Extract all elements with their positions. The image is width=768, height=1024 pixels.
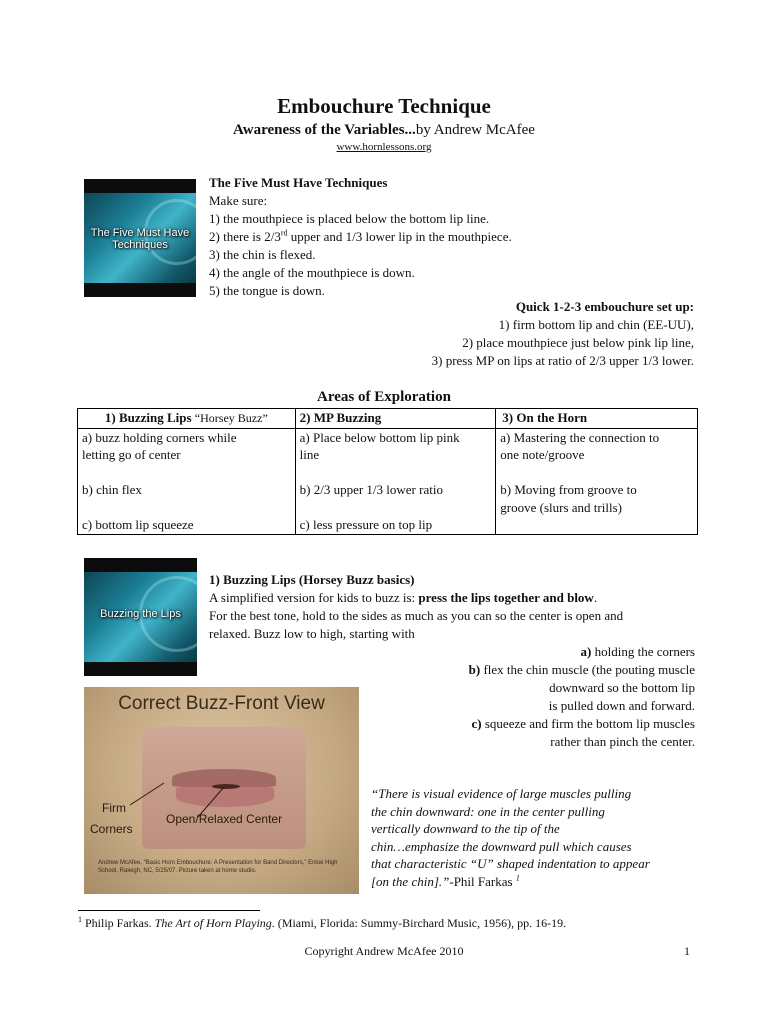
farkas-quote xyxy=(371,785,701,890)
areas-header-buzzing-lips-label: 1) Buzzing Lips xyxy=(104,410,192,425)
technique-item-2 xyxy=(209,228,689,246)
buzzing-heading: 1) Buzzing Lips (Horsey Buzz basics) xyxy=(209,572,415,587)
buzzing-line-1-bold: press the lips together and blow xyxy=(418,590,594,605)
cell-text: b) chin flex xyxy=(82,482,142,497)
five-techniques-image-caption: The Five Must Have Techniques xyxy=(90,227,190,251)
quick-setup-step-3: 3) press MP on lips at ratio of 2/3 upper 1/3 lower. xyxy=(431,353,694,368)
quick-setup-heading: Quick 1-2-3 embouchure set up: xyxy=(515,299,694,314)
copyright-footer: Copyright Andrew McAfee 2010 xyxy=(304,944,464,958)
buzzing-line-3: relaxed. Buzz low to high, starting with xyxy=(209,626,415,641)
step-text: holding the corners xyxy=(591,644,695,659)
step-label: a) xyxy=(580,644,592,659)
buzzing-line-2: For the best tone, hold to the sides as much as you can so the center is open and xyxy=(209,608,624,623)
footnote-book-title: The Art of Horn Playing xyxy=(154,916,272,930)
cell-text: c) bottom lip squeeze xyxy=(82,517,194,532)
technique-item-2-sup: rd xyxy=(280,228,288,238)
quick-setup-step-1: 1) firm bottom lip and chin (EE-UU), xyxy=(498,317,694,332)
cell-text: groove (slurs and trills) xyxy=(500,499,622,515)
technique-item-3: 3) the chin is flexed. xyxy=(209,247,316,262)
areas-header-mp-buzzing: 2) MP Buzzing xyxy=(295,409,496,429)
buzzing-line-1-post: . xyxy=(593,590,598,605)
five-techniques-image xyxy=(84,179,196,297)
document-title: Embouchure Technique xyxy=(277,94,491,118)
quote-attribution: -Phil Farkas xyxy=(449,873,513,889)
buzzing-lips-image-caption: Buzzing the Lips xyxy=(100,608,181,620)
buzzing-line-1-pre: A simplified version for kids to buzz is: xyxy=(209,590,419,605)
buzzing-step-b-cont-2: is pulled down and forward. xyxy=(548,698,695,713)
five-techniques-intro: Make sure: xyxy=(209,193,268,208)
label-center: Open/Relaxed Center xyxy=(166,812,283,826)
quote-line: chin…emphasize the downward pull which causes xyxy=(371,838,632,854)
step-text: squeeze and firm the bottom lip muscles xyxy=(481,716,695,731)
technique-item-4: 4) the angle of the mouthpiece is down. xyxy=(209,265,415,280)
quote-line: “There is visual evidence of large muscles pulling xyxy=(371,786,632,801)
quick-setup-section xyxy=(330,298,694,370)
document-subtitle xyxy=(0,122,768,139)
label-firm: Firm xyxy=(102,801,126,815)
areas-cell-mp-buzzing xyxy=(295,428,496,534)
areas-body-row xyxy=(78,428,698,534)
technique-item-2-post: upper and 1/3 lower lip in the mouthpiece. xyxy=(287,229,512,244)
subtitle-author: by Andrew McAfee xyxy=(415,122,535,138)
buzzing-line-1 xyxy=(209,589,695,607)
website-link[interactable]: www.hornlessons.org xyxy=(336,141,432,153)
subtitle-bold: Awareness of the Variables... xyxy=(233,122,416,138)
buzzing-lips-image xyxy=(84,558,197,676)
photo-credit: Andrew McAfee, “Basic Horn Embouchure: A Presentation for Band Directors,” Enloe High School, Raleigh, NC, 5/25/07. Picture taken at home studio. xyxy=(98,860,338,874)
five-techniques-heading: The Five Must Have Techniques xyxy=(209,175,388,190)
areas-heading: Areas of Exploration xyxy=(317,389,451,405)
cell-text: a) buzz holding corners while xyxy=(82,429,237,445)
cell-text: letting go of center xyxy=(82,447,181,462)
quick-setup-step-2: 2) place mouthpiece just below pink lip line, xyxy=(462,335,694,350)
cell-text: one note/groove xyxy=(500,447,585,462)
areas-table xyxy=(77,408,698,535)
cell-text: a) Mastering the connection to xyxy=(500,429,660,445)
label-corners: Corners xyxy=(90,822,133,836)
page-number: 1 xyxy=(684,944,690,958)
correct-buzz-photo xyxy=(84,687,359,894)
areas-header-on-the-horn: 3) On the Horn xyxy=(496,409,698,429)
areas-header-row xyxy=(78,409,698,429)
quote-line: that characteristic “U” shaped indentation to appear xyxy=(371,856,650,871)
buzzing-step-b-cont-1: downward so the bottom lip xyxy=(549,680,695,695)
cell-text: line xyxy=(299,447,320,462)
footnote-publication: . (Miami, Florida: Summy-Birchard Music, 1956), pp. 16-19. xyxy=(271,916,567,930)
technique-item-2-pre: 2) there is 2/3 xyxy=(209,229,281,244)
technique-item-5: 5) the tongue is down. xyxy=(209,283,325,298)
buzzing-step-c-cont: rather than pinch the center. xyxy=(550,734,695,749)
cell-text: c) less pressure on top lip xyxy=(299,517,433,532)
step-text: flex the chin muscle (the pouting muscle xyxy=(480,662,695,677)
areas-header-buzzing-lips xyxy=(78,409,296,429)
quote-line: the chin downward: one in the center pulling xyxy=(371,803,605,819)
areas-cell-buzzing-lips xyxy=(78,428,296,534)
quote-line: [on the chin].” xyxy=(371,873,450,889)
photo-title: Correct Buzz-Front View xyxy=(118,693,325,714)
five-techniques-section xyxy=(209,174,689,300)
footnote xyxy=(78,916,566,931)
cell-text: b) 2/3 upper 1/3 lower ratio xyxy=(299,482,443,497)
footnote-author: Philip Farkas. xyxy=(82,916,155,930)
footnote-divider xyxy=(78,910,260,911)
quote-last-line xyxy=(371,873,701,891)
buzzing-step-b xyxy=(209,661,695,679)
footnote-reference[interactable]: 1 xyxy=(515,873,520,883)
step-label: b) xyxy=(468,662,481,677)
areas-cell-on-the-horn xyxy=(496,428,698,534)
cell-text: b) Moving from groove to xyxy=(500,482,637,497)
quote-line: vertically downward to the tip of the xyxy=(371,821,560,836)
technique-item-1: 1) the mouthpiece is placed below the bottom lip line. xyxy=(209,211,490,226)
buzzing-step-a xyxy=(209,643,695,661)
footnote-number: 1 xyxy=(78,915,82,924)
cell-text: a) Place below bottom lip pink xyxy=(299,429,460,445)
step-label: c) xyxy=(471,716,482,731)
areas-header-buzzing-lips-note: “Horsey Buzz” xyxy=(194,411,268,425)
